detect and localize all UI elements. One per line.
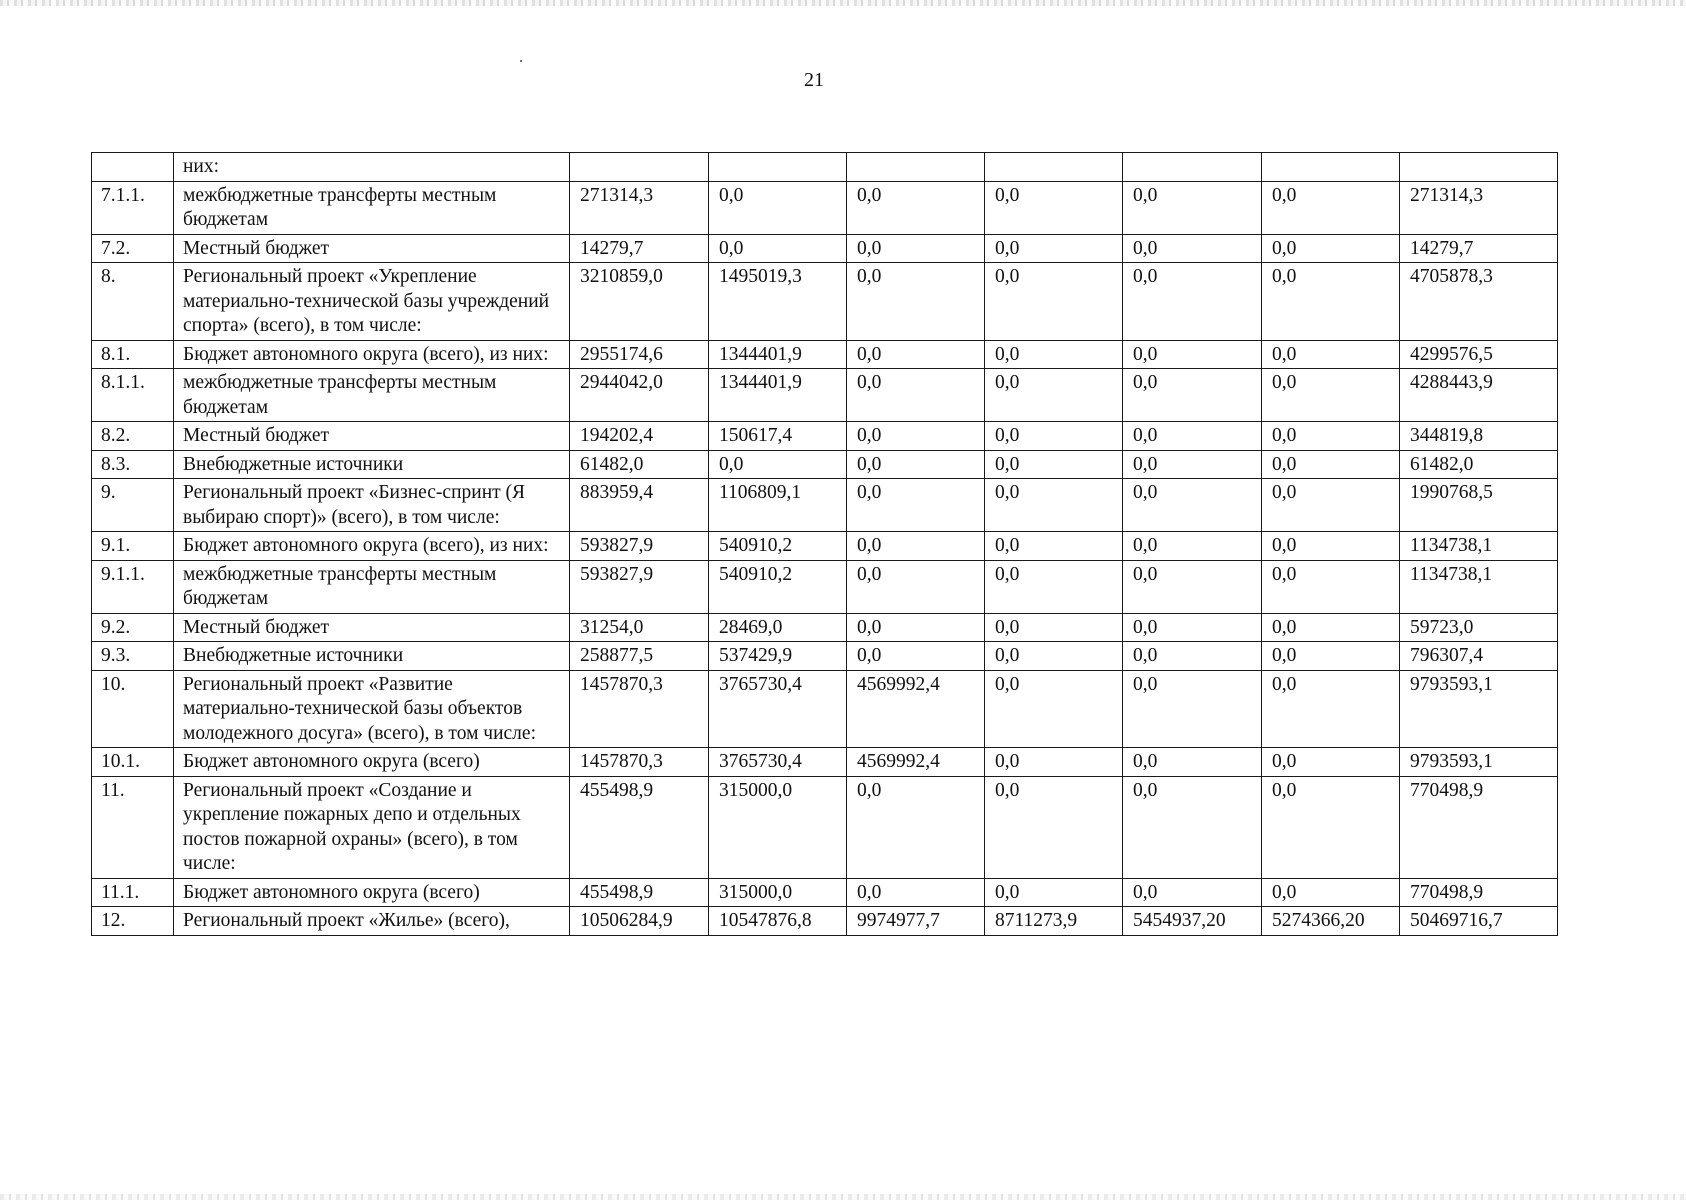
cell-v5: 0,0 — [1123, 748, 1262, 777]
cell-v4: 0,0 — [985, 532, 1123, 561]
cell-code: 7.2. — [92, 234, 174, 263]
cell-v5: 5454937,20 — [1123, 907, 1262, 936]
cell-v1: 3210859,0 — [570, 263, 709, 341]
cell-v2: 3765730,4 — [709, 670, 847, 748]
cell-name: Бюджет автономного округа (всего) — [174, 878, 570, 907]
table-row — [92, 748, 1558, 777]
cell-v6: 0,0 — [1262, 369, 1400, 422]
cell-v3: 0,0 — [847, 776, 985, 878]
table-row — [92, 479, 1558, 532]
cell-v5: 0,0 — [1123, 532, 1262, 561]
cell-v3: 0,0 — [847, 642, 985, 671]
cell-total: 796307,4 — [1400, 642, 1558, 671]
cell-v1: 883959,4 — [570, 479, 709, 532]
cell-name: Бюджет автономного округа (всего), из них: — [174, 340, 570, 369]
cell-name: Местный бюджет — [174, 613, 570, 642]
cell-total: 9793593,1 — [1400, 748, 1558, 777]
cell-total: 4299576,5 — [1400, 340, 1558, 369]
cell-name: межбюджетные трансферты местным бюджетам — [174, 181, 570, 234]
cell-v4: 0,0 — [985, 670, 1123, 748]
cell-v1: 593827,9 — [570, 560, 709, 613]
cell-v2: 540910,2 — [709, 560, 847, 613]
cell-v5: 0,0 — [1123, 340, 1262, 369]
cell-total: 1134738,1 — [1400, 532, 1558, 561]
cell-v3: 0,0 — [847, 878, 985, 907]
cell-v3: 0,0 — [847, 181, 985, 234]
cell-v5: 0,0 — [1123, 181, 1262, 234]
cell-v2: 1495019,3 — [709, 263, 847, 341]
cell-total: 770498,9 — [1400, 878, 1558, 907]
cell-v6: 0,0 — [1262, 776, 1400, 878]
cell-v1: 455498,9 — [570, 776, 709, 878]
cell-v2: 150617,4 — [709, 422, 847, 451]
cell-v6: 0,0 — [1262, 613, 1400, 642]
cell-v6: 0,0 — [1262, 560, 1400, 613]
cell-v6: 0,0 — [1262, 181, 1400, 234]
cell-v5: 0,0 — [1123, 878, 1262, 907]
cell-code: 11. — [92, 776, 174, 878]
cell-v4: 0,0 — [985, 560, 1123, 613]
cell-v6: 0,0 — [1262, 748, 1400, 777]
cell-v4: 0,0 — [985, 748, 1123, 777]
cell-v4: 0,0 — [985, 422, 1123, 451]
cell-v3: 0,0 — [847, 263, 985, 341]
cell-v5: 0,0 — [1123, 670, 1262, 748]
cell-v1: 2955174,6 — [570, 340, 709, 369]
cell-v6: 0,0 — [1262, 422, 1400, 451]
cell-name: Региональный проект «Укрепление материально-технической базы учреждений спорта» (всего), в том числе: — [174, 263, 570, 341]
cell-v3 — [847, 153, 985, 182]
cell-code: 7.1.1. — [92, 181, 174, 234]
cell-v4: 0,0 — [985, 450, 1123, 479]
cell-v2: 0,0 — [709, 181, 847, 234]
table-row — [92, 560, 1558, 613]
cell-code: 9. — [92, 479, 174, 532]
budget-table — [91, 152, 1558, 936]
cell-v6: 0,0 — [1262, 263, 1400, 341]
cell-code: 9.1.1. — [92, 560, 174, 613]
cell-v6: 0,0 — [1262, 670, 1400, 748]
cell-total: 61482,0 — [1400, 450, 1558, 479]
cell-v5: 0,0 — [1123, 263, 1262, 341]
cell-v3: 4569992,4 — [847, 670, 985, 748]
cell-v1: 2944042,0 — [570, 369, 709, 422]
cell-v3: 9974977,7 — [847, 907, 985, 936]
cell-v4: 0,0 — [985, 234, 1123, 263]
cell-v4: 0,0 — [985, 613, 1123, 642]
cell-v2: 315000,0 — [709, 776, 847, 878]
cell-code: 8. — [92, 263, 174, 341]
table-row — [92, 907, 1558, 936]
cell-v2: 1344401,9 — [709, 369, 847, 422]
cell-total: 9793593,1 — [1400, 670, 1558, 748]
cell-v6: 0,0 — [1262, 340, 1400, 369]
cell-v4: 0,0 — [985, 479, 1123, 532]
cell-v1: 31254,0 — [570, 613, 709, 642]
scan-edge-bottom — [0, 1194, 1686, 1200]
cell-v3: 0,0 — [847, 422, 985, 451]
cell-v5: 0,0 — [1123, 560, 1262, 613]
cell-v4: 0,0 — [985, 878, 1123, 907]
cell-v1: 455498,9 — [570, 878, 709, 907]
cell-v3: 4569992,4 — [847, 748, 985, 777]
cell-v6: 5274366,20 — [1262, 907, 1400, 936]
cell-name: межбюджетные трансферты местным бюджетам — [174, 369, 570, 422]
cell-code: 11.1. — [92, 878, 174, 907]
cell-code: 9.3. — [92, 642, 174, 671]
cell-total: 1134738,1 — [1400, 560, 1558, 613]
cell-v2: 315000,0 — [709, 878, 847, 907]
cell-v4 — [985, 153, 1123, 182]
cell-total: 1990768,5 — [1400, 479, 1558, 532]
cell-v2: 10547876,8 — [709, 907, 847, 936]
cell-v6: 0,0 — [1262, 450, 1400, 479]
table-row — [92, 878, 1558, 907]
cell-v1: 14279,7 — [570, 234, 709, 263]
cell-v4: 0,0 — [985, 340, 1123, 369]
cell-name: Региональный проект «Жилье» (всего), — [174, 907, 570, 936]
scan-edge-top — [0, 0, 1686, 6]
cell-name: Региональный проект «Бизнес-спринт (Я выбираю спорт)» (всего), в том числе: — [174, 479, 570, 532]
cell-v1: 271314,3 — [570, 181, 709, 234]
cell-total: 59723,0 — [1400, 613, 1558, 642]
cell-v1: 61482,0 — [570, 450, 709, 479]
table-row — [92, 450, 1558, 479]
cell-v6: 0,0 — [1262, 479, 1400, 532]
cell-total: 14279,7 — [1400, 234, 1558, 263]
cell-code: 12. — [92, 907, 174, 936]
cell-v5: 0,0 — [1123, 642, 1262, 671]
cell-code: 8.2. — [92, 422, 174, 451]
cell-v5: 0,0 — [1123, 613, 1262, 642]
table-row — [92, 153, 1558, 182]
cell-code: 9.1. — [92, 532, 174, 561]
cell-total: 344819,8 — [1400, 422, 1558, 451]
cell-v1: 593827,9 — [570, 532, 709, 561]
budget-table-body — [92, 153, 1558, 936]
cell-code: 10.1. — [92, 748, 174, 777]
table-row — [92, 263, 1558, 341]
cell-v4: 0,0 — [985, 369, 1123, 422]
cell-v3: 0,0 — [847, 479, 985, 532]
cell-v5: 0,0 — [1123, 234, 1262, 263]
cell-v5 — [1123, 153, 1262, 182]
cell-name: Внебюджетные источники — [174, 642, 570, 671]
cell-v3: 0,0 — [847, 613, 985, 642]
cell-v3: 0,0 — [847, 234, 985, 263]
cell-v2 — [709, 153, 847, 182]
cell-v6: 0,0 — [1262, 234, 1400, 263]
cell-name: Местный бюджет — [174, 234, 570, 263]
cell-v2: 540910,2 — [709, 532, 847, 561]
cell-code — [92, 153, 174, 182]
cell-name: Бюджет автономного округа (всего), из них: — [174, 532, 570, 561]
cell-v2: 3765730,4 — [709, 748, 847, 777]
cell-v3: 0,0 — [847, 450, 985, 479]
cell-v5: 0,0 — [1123, 776, 1262, 878]
table-row — [92, 642, 1558, 671]
cell-total: 770498,9 — [1400, 776, 1558, 878]
cell-total: 4288443,9 — [1400, 369, 1558, 422]
cell-v3: 0,0 — [847, 340, 985, 369]
cell-total: 271314,3 — [1400, 181, 1558, 234]
cell-total: 4705878,3 — [1400, 263, 1558, 341]
table-row — [92, 369, 1558, 422]
cell-v1: 258877,5 — [570, 642, 709, 671]
cell-v3: 0,0 — [847, 369, 985, 422]
table-row — [92, 422, 1558, 451]
cell-v6 — [1262, 153, 1400, 182]
table-row — [92, 613, 1558, 642]
cell-v2: 0,0 — [709, 450, 847, 479]
cell-v3: 0,0 — [847, 560, 985, 613]
cell-v4: 0,0 — [985, 642, 1123, 671]
cell-name: межбюджетные трансферты местным бюджетам — [174, 560, 570, 613]
table-row — [92, 340, 1558, 369]
cell-name: Бюджет автономного округа (всего) — [174, 748, 570, 777]
table-row — [92, 532, 1558, 561]
cell-total — [1400, 153, 1558, 182]
cell-code: 8.3. — [92, 450, 174, 479]
cell-v1: 1457870,3 — [570, 748, 709, 777]
cell-name: Региональный проект «Создание и укрепление пожарных депо и отдельных постов пожарной охраны» (всего), в том числе: — [174, 776, 570, 878]
cell-v2: 28469,0 — [709, 613, 847, 642]
cell-name: Региональный проект «Развитие материально-технической базы объектов молодежного досуга» (всего), в том числе: — [174, 670, 570, 748]
table-row — [92, 776, 1558, 878]
cell-name: них: — [174, 153, 570, 182]
cell-code: 8.1.1. — [92, 369, 174, 422]
cell-code: 9.2. — [92, 613, 174, 642]
cell-name: Внебюджетные источники — [174, 450, 570, 479]
cell-v5: 0,0 — [1123, 479, 1262, 532]
cell-v1: 194202,4 — [570, 422, 709, 451]
cell-code: 10. — [92, 670, 174, 748]
table-row — [92, 234, 1558, 263]
cell-v2: 537429,9 — [709, 642, 847, 671]
cell-v5: 0,0 — [1123, 450, 1262, 479]
table-row — [92, 181, 1558, 234]
scan-speck — [520, 60, 522, 62]
cell-v2: 1344401,9 — [709, 340, 847, 369]
cell-name: Местный бюджет — [174, 422, 570, 451]
cell-v6: 0,0 — [1262, 878, 1400, 907]
page-number: 21 — [804, 69, 824, 91]
table-row — [92, 670, 1558, 748]
cell-v1 — [570, 153, 709, 182]
cell-v4: 0,0 — [985, 263, 1123, 341]
cell-v1: 1457870,3 — [570, 670, 709, 748]
cell-v3: 0,0 — [847, 532, 985, 561]
cell-v5: 0,0 — [1123, 369, 1262, 422]
cell-v6: 0,0 — [1262, 642, 1400, 671]
cell-v6: 0,0 — [1262, 532, 1400, 561]
cell-v2: 1106809,1 — [709, 479, 847, 532]
cell-total: 50469716,7 — [1400, 907, 1558, 936]
cell-v5: 0,0 — [1123, 422, 1262, 451]
cell-code: 8.1. — [92, 340, 174, 369]
cell-v4: 0,0 — [985, 181, 1123, 234]
cell-v1: 10506284,9 — [570, 907, 709, 936]
cell-v4: 8711273,9 — [985, 907, 1123, 936]
cell-v2: 0,0 — [709, 234, 847, 263]
cell-v4: 0,0 — [985, 776, 1123, 878]
